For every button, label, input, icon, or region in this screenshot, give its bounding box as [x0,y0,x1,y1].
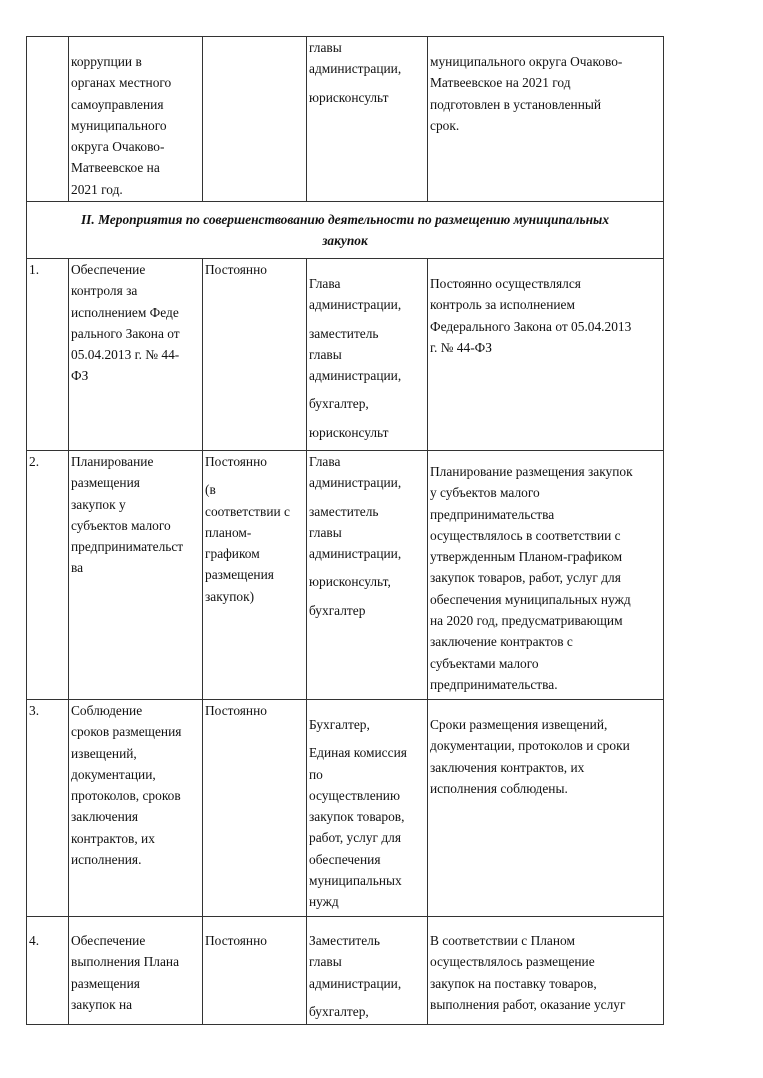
result-text: Планирование размещения закупок у субъектов малого предпринимательства осуществлялось в соответствии с утвержденным Планом-графиком закупок товаров, работ, услуг для обеспечения муниципальных нужд на 2020 год, предусматривающим заключение контрактов с субъектами малого предпринимательства. [430,464,633,692]
result-cell [428,700,664,917]
table-row [27,259,664,451]
row-number: 4. [27,917,69,1025]
row-number: 1. [27,259,69,451]
section-heading-row [27,202,664,259]
responsible-cell [307,37,428,202]
measure-name-cell [69,917,203,1025]
term-cell [203,451,307,700]
measure-name-cell [69,37,203,202]
term-note: (в соответствии с планом- графиком размещения закупок) [205,482,290,604]
table-row-continuation [27,37,664,202]
term-text: Постоянно [205,262,267,277]
term-cell [203,917,307,1025]
table-row [27,451,664,700]
term-cell [203,37,307,202]
measure-name: Соблюдение сроков размещения извещений, документации, протоколов, сроков заключения контрактов, их исполнения. [71,703,182,868]
term-cell [203,259,307,451]
term-text: Постоянно [205,933,267,948]
responsible-item: главы администрации, [309,40,402,77]
result-text: Постоянно осуществлялся контроль за исполнением Федерального Закона от 05.04.2013 г. № 44-ФЗ [430,276,632,355]
term-cell [203,700,307,917]
responsible-item: Глава администрации, [309,454,402,491]
measure-name: Обеспечение контроля за исполнением Феде рального Закона от 05.04.2013 г. № 44- ФЗ [71,262,180,384]
result-cell [428,259,664,451]
result-cell [428,37,664,202]
measure-name-cell [69,700,203,917]
row-number: 3. [27,700,69,917]
responsible-cell [307,259,428,451]
result-text: В соответствии с Планом осуществлялось размещение закупок на поставку товаров, выполнения работ, оказание услуг [430,933,626,1012]
table-row [27,700,664,917]
measure-name-cell [69,451,203,700]
responsible-cell [307,700,428,917]
responsible-item: заместитель главы администрации, [309,325,402,384]
result-text: муниципального округа Очаково- Матвеевское на 2021 год подготовлен в установленный срок. [430,54,623,133]
num-cell [27,37,69,202]
measure-name: Обеспечение выполнения Плана размещения закупок на [71,933,180,1012]
measures-table [26,36,664,1025]
responsible-item: бухгалтер [309,602,366,618]
responsible-item: Заместитель главы администрации, [309,933,402,991]
responsible-cell [307,451,428,700]
measure-name: коррупции в органах местного самоуправления муниципального округа Очаково- Матвеевское на 2021 год. [71,54,172,197]
measure-name: Планирование размещения закупок у субъектов малого предпринимательст ва [71,454,184,576]
responsible-item: юрисконсульт [309,89,389,105]
responsible-item: Бухгалтер, [309,717,370,732]
result-cell [428,917,664,1025]
term-text: Постоянно [205,703,267,718]
term-text: Постоянно [205,454,267,469]
responsible-cell [307,917,428,1025]
responsible-item: юрисконсульт [309,424,389,440]
result-cell [428,451,664,700]
responsible-item: Глава администрации, [309,276,402,313]
responsible-item: бухгалтер, [309,396,369,412]
responsible-item: юрисконсульт, [309,574,391,590]
result-text: Сроки размещения извещений, документации, протоколов и сроки заключения контрактов, их исполнения соблюдены. [430,717,630,796]
row-number: 2. [27,451,69,700]
measure-name-cell [69,259,203,451]
responsible-item: Единая комиссия по осуществлению закупок товаров, работ, услуг для обеспечения муниципальных нужд [309,745,407,910]
responsible-item: бухгалтер, [309,1003,369,1019]
responsible-item: заместитель главы администрации, [309,503,402,562]
table-row [27,917,664,1025]
section-title: II. Мероприятия по совершенствованию деятельности по размещению муниципальных закупок [27,202,664,259]
